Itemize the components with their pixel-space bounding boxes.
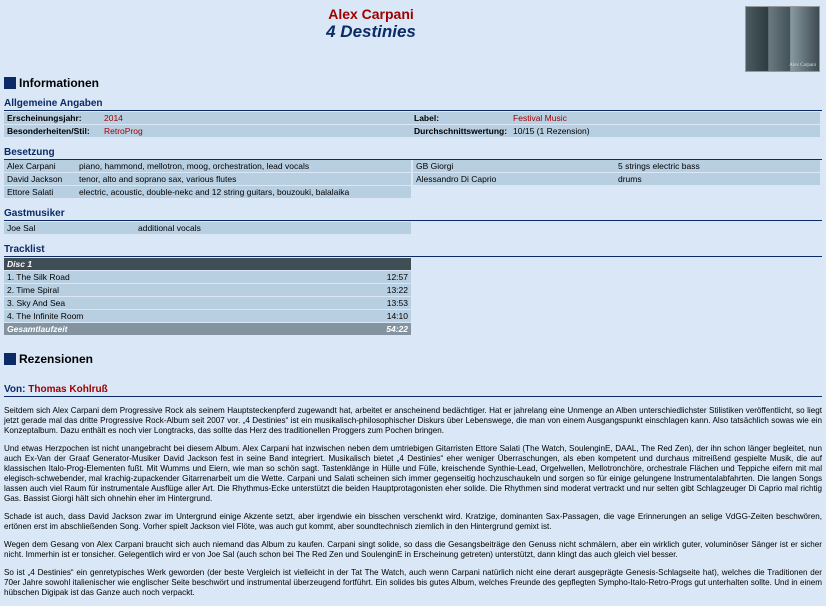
musician-name: David Jackson	[4, 173, 76, 185]
total-label: Gesamtlaufzeit	[4, 323, 379, 335]
total-row	[4, 323, 411, 335]
track-time: 12:57	[379, 271, 411, 283]
year-value[interactable]: 2014	[101, 112, 411, 124]
review-paragraph: Schade ist auch, dass David Jackson zwar im Untergrund einige Akzente setzt, aber irgendwie ein bisschen verschenkt wird. Kratzige, dominanten Sax-Passagen, die vage Erinnerungen an selige VdGG-Zeiten beschwören, ertönen erst im abschließenden Song. Vorher spielt Jackson viel Flöte, was auch gut kommt, aber soundtechnisch ziemlich in den Hintergrund gemixt ist.	[4, 512, 822, 531]
lineup-row	[4, 160, 411, 172]
guest-role: additional vocals	[135, 222, 411, 234]
lineup-row	[413, 173, 820, 185]
artist-name[interactable]: Alex Carpani	[328, 6, 414, 22]
style-label: Besonderheiten/Stil:	[4, 125, 101, 137]
album-title: 4 Destinies	[326, 22, 416, 41]
lineup-row	[4, 173, 411, 185]
track-time: 14:10	[379, 310, 411, 322]
musician-role: drums	[615, 173, 820, 185]
section-title: Informationen	[19, 76, 99, 90]
section-informationen	[4, 76, 99, 90]
section-square-icon	[4, 353, 16, 365]
lineup-table-right	[413, 159, 820, 186]
review-paragraph: So ist „4 Destinies“ ein genretypisches Werk geworden (der beste Vergleich ist vielleicht in der Tat The Watch, auch wenn Carpani natürlich nicht eine derart ausgeprägte Genesis-Schlagseite hat), welches die Traditionen der 70er Jahre sowohl italienischer wie englischer Seite beschwört und instrumental überzeugend fortführt. Ein solides bis gutes Album, welches Freunde des gepflegten Sympho-Italo-Retro-Progs gut unterhalten sollte. Und in einem hübschen Digipak ist das Ganze auch noch verpackt.	[4, 568, 822, 597]
general-heading: Allgemeine Angaben	[4, 98, 822, 111]
section-rezensionen	[4, 352, 93, 366]
album-cover-image[interactable]	[745, 6, 820, 72]
track-title: 4. The Infinite Room	[4, 310, 379, 322]
musician-name: Alex Carpani	[4, 160, 76, 172]
review-paragraph: Und etwas Herzpochen ist nicht unangebracht bei diesem Album. Alex Carpani hat inzwischen neben dem umtriebigen Gitarristen Ettore Salati (The Watch, SoulenginE, DAAL, The Red Zen), der ihn schon länger begleitet, nun auch Ex-Van der Graaf Generator-Musiker David Jackson fest in seine Band integriert. Musikalisch bietet „4 Destinies“ eher weniger Überraschungen, als eben kompetent und durchaus mitreißend gespielte Musik, die auf klassischen Italo-Prog-Elementen fußt. Mit Wumms und Eiern, wie man so schön sagt. Tastenklänge in Hülle und Fülle, kreischende Synthie-Lead, Orgelwellen, Mellotronchöre, orchestrale Flächen und Teppiche eifern mit mal elegisch-schwebender, mal krachig-zupackender Gitarrenarbeit um die Wette. Carpani und Salati scheinen sich immer gegenseitig hochzuschaukeln und sorgen so für einige gelungene Instrumentalabfahrten. Die langen Songs lassen auch viel Raum für instrumentale Ausflüge aller Art. Die Rhythmus-Ecke unterstützt die beiden Hauptprotagonisten eher solide. Die Rhythmen sind moderat vertrackt und nur selten gibt Schlagzeuger Di Caprio mal richtig Gas. Bassist Giorgi hält sich ohnehin eher im Hintergrund.	[4, 444, 822, 503]
general-table	[4, 111, 820, 138]
disc-spacer	[379, 258, 411, 270]
lineup-table-left	[4, 159, 411, 199]
guests-heading: Gastmusiker	[4, 208, 822, 221]
page-header	[0, 6, 742, 42]
cover-text: Alex Carpani	[789, 63, 816, 68]
musician-name: Alessandro Di Caprio	[413, 173, 615, 185]
review-paragraph: Seitdem sich Alex Carpani dem Progressive Rock als seinem Hauptsteckenpferd zugewandt hat, arbeitet er anscheinend bedächtiger. Hat er jahrelang eine Unmenge an Alben unterschiedlichster Stilistiken veröffentlicht, so liegt jetzt gerade mal das dritte Progressive Rock-Album seit 2007 vor. „4 Destinies“ ist ein musikalisch-philosophischer Diskurs über Lebenswege, die man von einem Ausgangspunkt einschlagen kann. Also tatsächlich sowas wie ein Konzeptalbum. Dazu enthält es noch vier Longtracks, das sollte das Herz des traditionellen Proggers zum Pochen bringen.	[4, 406, 822, 435]
review-author-line	[4, 384, 822, 397]
musician-role: tenor, alto and soprano sax, various flutes	[76, 173, 411, 185]
track-title: 2. Time Spiral	[4, 284, 379, 296]
disc-header	[4, 258, 411, 270]
section-title: Rezensionen	[19, 352, 94, 366]
track-time: 13:22	[379, 284, 411, 296]
lineup-row	[413, 160, 820, 172]
musician-role: 5 strings electric bass	[615, 160, 820, 172]
track-row	[4, 310, 411, 322]
label-label: Label:	[411, 112, 510, 124]
review-author-link[interactable]: Thomas Kohlruß	[28, 384, 108, 395]
lineup-heading: Besetzung	[4, 147, 822, 160]
guest-row	[4, 222, 411, 234]
year-label: Erscheinungsjahr:	[4, 112, 101, 124]
musician-name: Ettore Salati	[4, 186, 76, 198]
style-value[interactable]: RetroProg	[101, 125, 411, 137]
musician-name: GB Giorgi	[413, 160, 615, 172]
lineup-row	[4, 186, 411, 198]
review-by-label: Von:	[4, 384, 26, 395]
musician-role: electric, acoustic, double-nekc and 12 string guitars, bouzouki, balalaika	[76, 186, 411, 198]
section-square-icon	[4, 77, 16, 89]
guest-name: Joe Sal	[4, 222, 135, 234]
review-body	[4, 406, 822, 606]
disc-label: Disc 1	[4, 258, 379, 270]
track-title: 1. The Silk Road	[4, 271, 379, 283]
musician-role: piano, hammond, mellotron, moog, orchestration, lead vocals	[76, 160, 411, 172]
track-row	[4, 284, 411, 296]
guests-table	[4, 221, 411, 235]
tracklist-table	[4, 257, 411, 336]
rating-value: 10/15 (1 Rezension)	[510, 125, 820, 137]
track-title: 3. Sky And Sea	[4, 297, 379, 309]
track-row	[4, 271, 411, 283]
track-row	[4, 297, 411, 309]
label-value[interactable]: Festival Music	[510, 112, 820, 124]
track-time: 13:53	[379, 297, 411, 309]
total-time: 54:22	[379, 323, 411, 335]
tracklist-heading: Tracklist	[4, 244, 822, 257]
review-paragraph: Wegen dem Gesang von Alex Carpani braucht sich auch niemand das Album zu kaufen. Carpani singt solide, so dass die Gesangsbeiträge den Genuss nicht schmälern, aber ein wirklich guter, voluminöser Sänger ist er sicher nicht. Immerhin ist er tonsicher. Gelegentlich wird er von Joe Sal (auch schon bei The Red Zen und SoulenginE in Erscheinung getreten) unterstützt, dann klingt das auch gleich viel besser.	[4, 540, 822, 559]
rating-label: Durchschnittswertung:	[411, 125, 510, 137]
